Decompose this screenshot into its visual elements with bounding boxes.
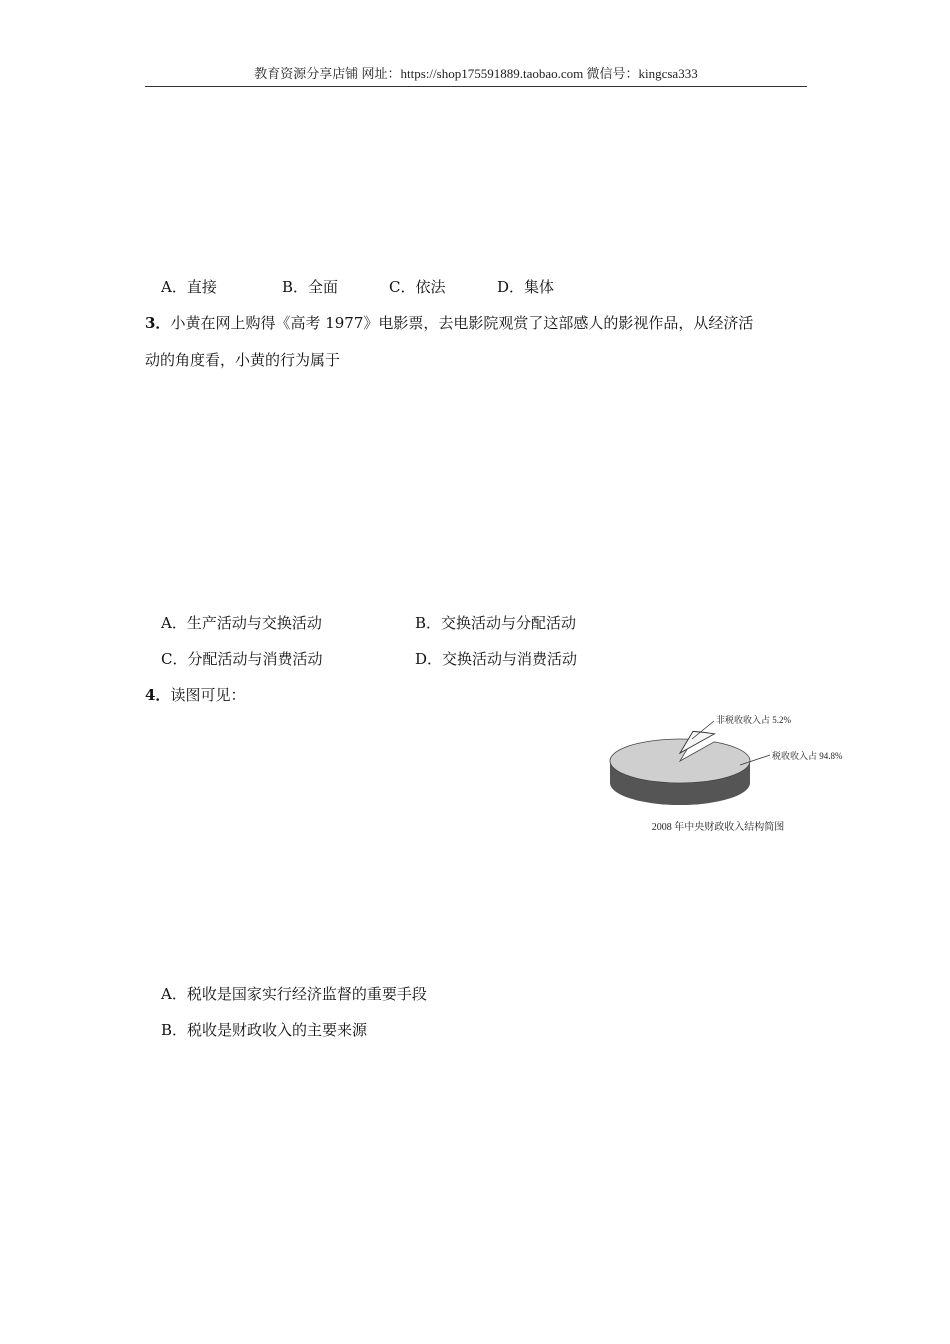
header-divider (145, 86, 807, 87)
q3-option-c: C．分配活动与消费活动 (161, 650, 323, 668)
q2-option-a: A．直接 (161, 278, 217, 296)
q2-option-d: D．集体 (497, 278, 555, 296)
q4-stem (145, 684, 245, 706)
q3-option-a: A．生产活动与交换活动 (161, 614, 322, 632)
pie-chart (600, 705, 865, 855)
label-nontax: 非税收收入占 5.2% (716, 715, 791, 725)
label-tax: 税收收入占 94.8% (772, 751, 843, 761)
q3-text-1: 小黄在网上购得《高考 1977》电影票，去电影院观赏了这部感人的影视作品，从经济活 (170, 314, 754, 332)
q4-option-b: B．税收是财政收入的主要来源 (161, 1021, 368, 1039)
q3-option-d: D．交换活动与消费活动 (415, 650, 578, 668)
q3-number: 3． (145, 314, 171, 332)
page-header: 教育资源分享店铺 网址：https://shop175591889.taobao.com 微信号：kingcsa333 (254, 66, 698, 81)
q4-option-a: A．税收是国家实行经济监督的重要手段 (161, 985, 427, 1003)
q2-option-c: C．依法 (389, 278, 446, 296)
chart-title: 2008 年中央财政收入结构简图 (651, 822, 785, 833)
q2-option-b: B．全面 (282, 278, 339, 296)
pie-chart-svg (600, 705, 865, 855)
q4-text: 读图可见： (170, 686, 246, 704)
q3-option-b: B．交换活动与分配活动 (415, 614, 577, 632)
pie-slice-tax (610, 739, 750, 783)
q3-stem-line2: 动的角度看，小黄的行为属于 (145, 351, 341, 369)
q4-number: 4． (145, 686, 171, 704)
q3-stem-line1 (145, 312, 753, 334)
